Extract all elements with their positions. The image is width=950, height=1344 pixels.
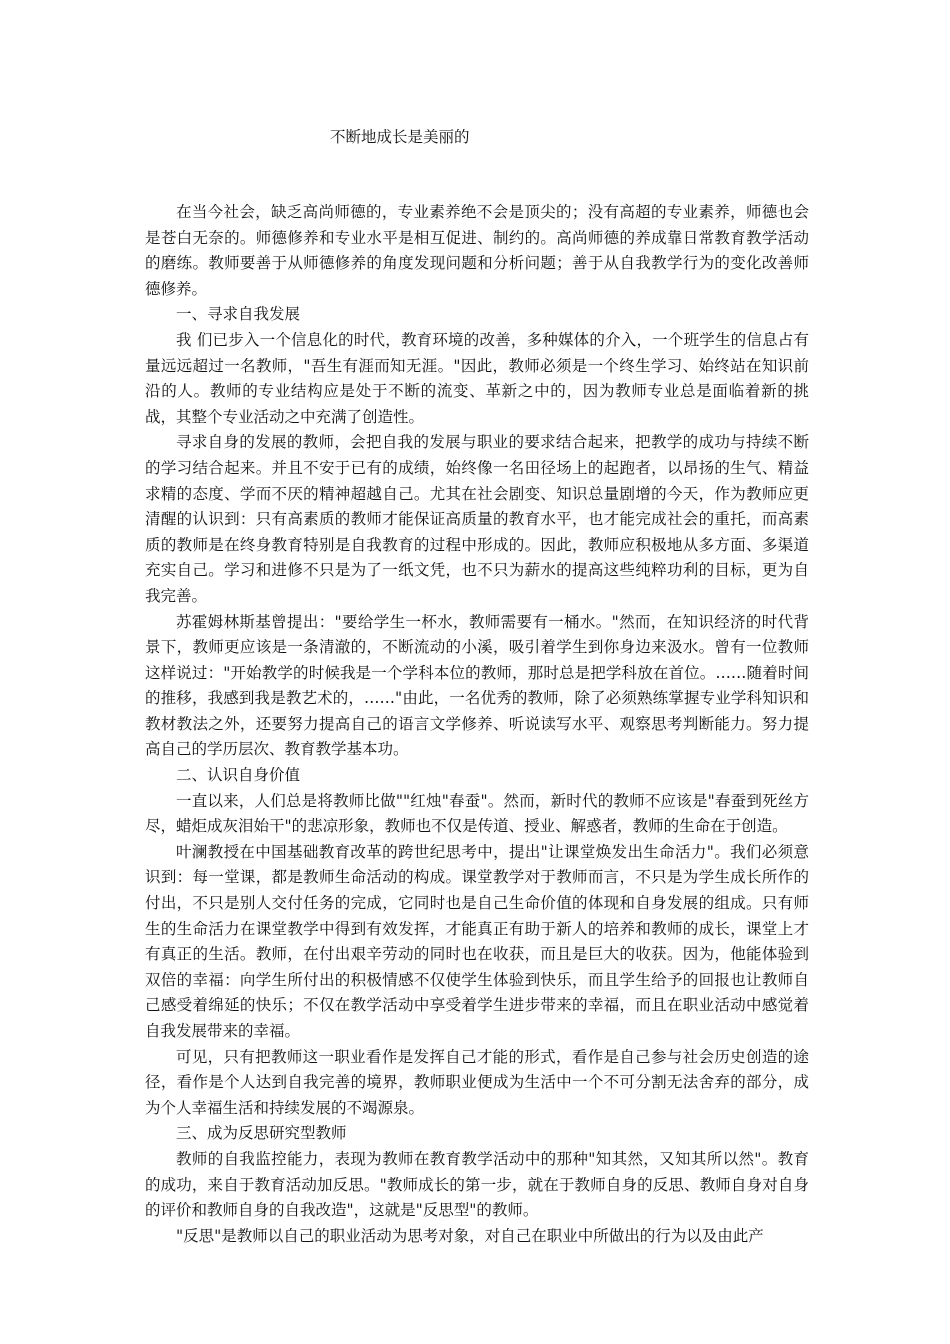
paragraph: 教师的自我监控能力，表现为教师在教育教学活动中的那种"知其然，又知其所以然"。教育的成功，来自于教育活动加反思。"教师成长的第一步，就在于教师自身的反思、教师自身对自身的评价和教师自身的自我改造"，这就是"反思型"的教师。 [145,1149,809,1220]
section-heading-2: 二、认识自身价值 [176,766,301,785]
paragraph: 寻求自身的发展的教师，会把自我的发展与职业的要求结合起来，把教学的成功与持续不断的学习结合起来。并且不安于已有的成绩，始终像一名田径场上的起跑者，以昂扬的生气、精益求精的态度、学而不厌的精神超越自己。尤其在社会剧变、知识总量剧增的今天，作为教师应更清醒的认识到：只有高素质的教师才能保证高质量的教育水平，也才能完成社会的重托，而高素质的教师是在终身教育特别是自我教育的过程中形成的。因此，教师应积极地从多方面、多渠道充实自己。学习和进修不只是为了一纸文凭，也不只为薪水的提高这些纯粹功利的目标，更为自我完善。 [145,433,809,605]
paragraph: 可见，只有把教师这一职业看作是发挥自己才能的形式，看作是自己参与社会历史创造的途径，看作是个人达到自我完善的境界，教师职业便成为生活中一个不可分割无法舍弃的部分，成为个人幸福生活和持续发展的不竭源泉。 [145,1047,809,1117]
paragraph: 叶澜教授在中国基础教育改革的跨世纪思考中，提出"让课堂焕发出生命活力"。我们必须意识到：每一堂课，都是教师生命活动的构成。课堂教学对于教师而言，不只是为学生成长所作的付出，不只是别人交付任务的完成，它同时也是自己生命价值的体现和自身发展的组成。只有师生的生命活力在课堂教学中得到有效发挥，才能真正有助于新人的培养和教师的成长，课堂上才有真正的生活。教师，在付出艰辛劳动的同时也在收获，而且是巨大的收获。因为，他能体验到双倍的幸福：向学生所付出的积极情感不仅使学生体验到快乐，而且学生给予的回报也让教师自己感受着绵延的快乐；不仅在教学活动中享受着学生进步带来的幸福，而且在职业活动中感觉着自我发展带来的幸福。 [145,842,809,1040]
paragraph: "反思"是教师以自己的职业活动为思考对象，对自己在职业中所做出的行为以及由此产 [176,1226,764,1245]
section-heading-1: 一、寻求自我发展 [176,305,301,324]
paragraph: 我 们已步入一个信息化的时代，教育环境的改善，多种媒体的介入，一个班学生的信息占有量远远超过一名教师，"吾生有涯而知无涯。"因此，教师必须是一个终生学习、始终站在知识前沿的人。教师的专业结构应是处于不断的流变、革新之中的，因为教师专业总是面临着新的挑战，其整个专业活动之中充满了创造性。 [145,330,809,426]
paragraph-intro: 在当今社会，缺乏高尚师德的，专业素养绝不会是顶尖的；没有高超的专业素养，师德也会是苍白无奈的。师德修养和专业水平是相互促进、制约的。高尚师德的养成靠日常教育教学活动的磨练。教师要善于从师德修养的角度发现问题和分析问题；善于从自我教学行为的变化改善师德修养。 [145,203,809,298]
paragraph: 一直以来，人们总是将教师比做""红烛"春蚕"。然而，新时代的教师不应该是"春蚕到死丝方尽，蜡炬成灰泪始干"的悲凉形象，教师也不仅是传道、授业、解惑者，教师的生命在于创造。 [145,791,809,836]
document-body [145,200,809,1249]
document-title: 不断地成长是美丽的 [330,128,470,146]
section-heading-3: 三、成为反思研究型教师 [176,1124,347,1143]
paragraph: 苏霍姆林斯基曾提出："要给学生一杯水，教师需要有一桶水。"然而，在知识经济的时代背景下，教师更应该是一条清澈的，不断流动的小溪，吸引着学生到你身边来汲水。曾有一位教师这样说过："开始教学的时候我是一个学科本位的教师，那时总是把学科放在首位。……随着时间的推移，我感到我是教艺术的，……"由此，一名优秀的教师，除了必须熟练掌握专业学科知识和教材教法之外，还要努力提高自己的语言文学修养、听说读写水平、观察思考判断能力。努力提高自己的学历层次、教育教学基本功。 [145,612,809,759]
